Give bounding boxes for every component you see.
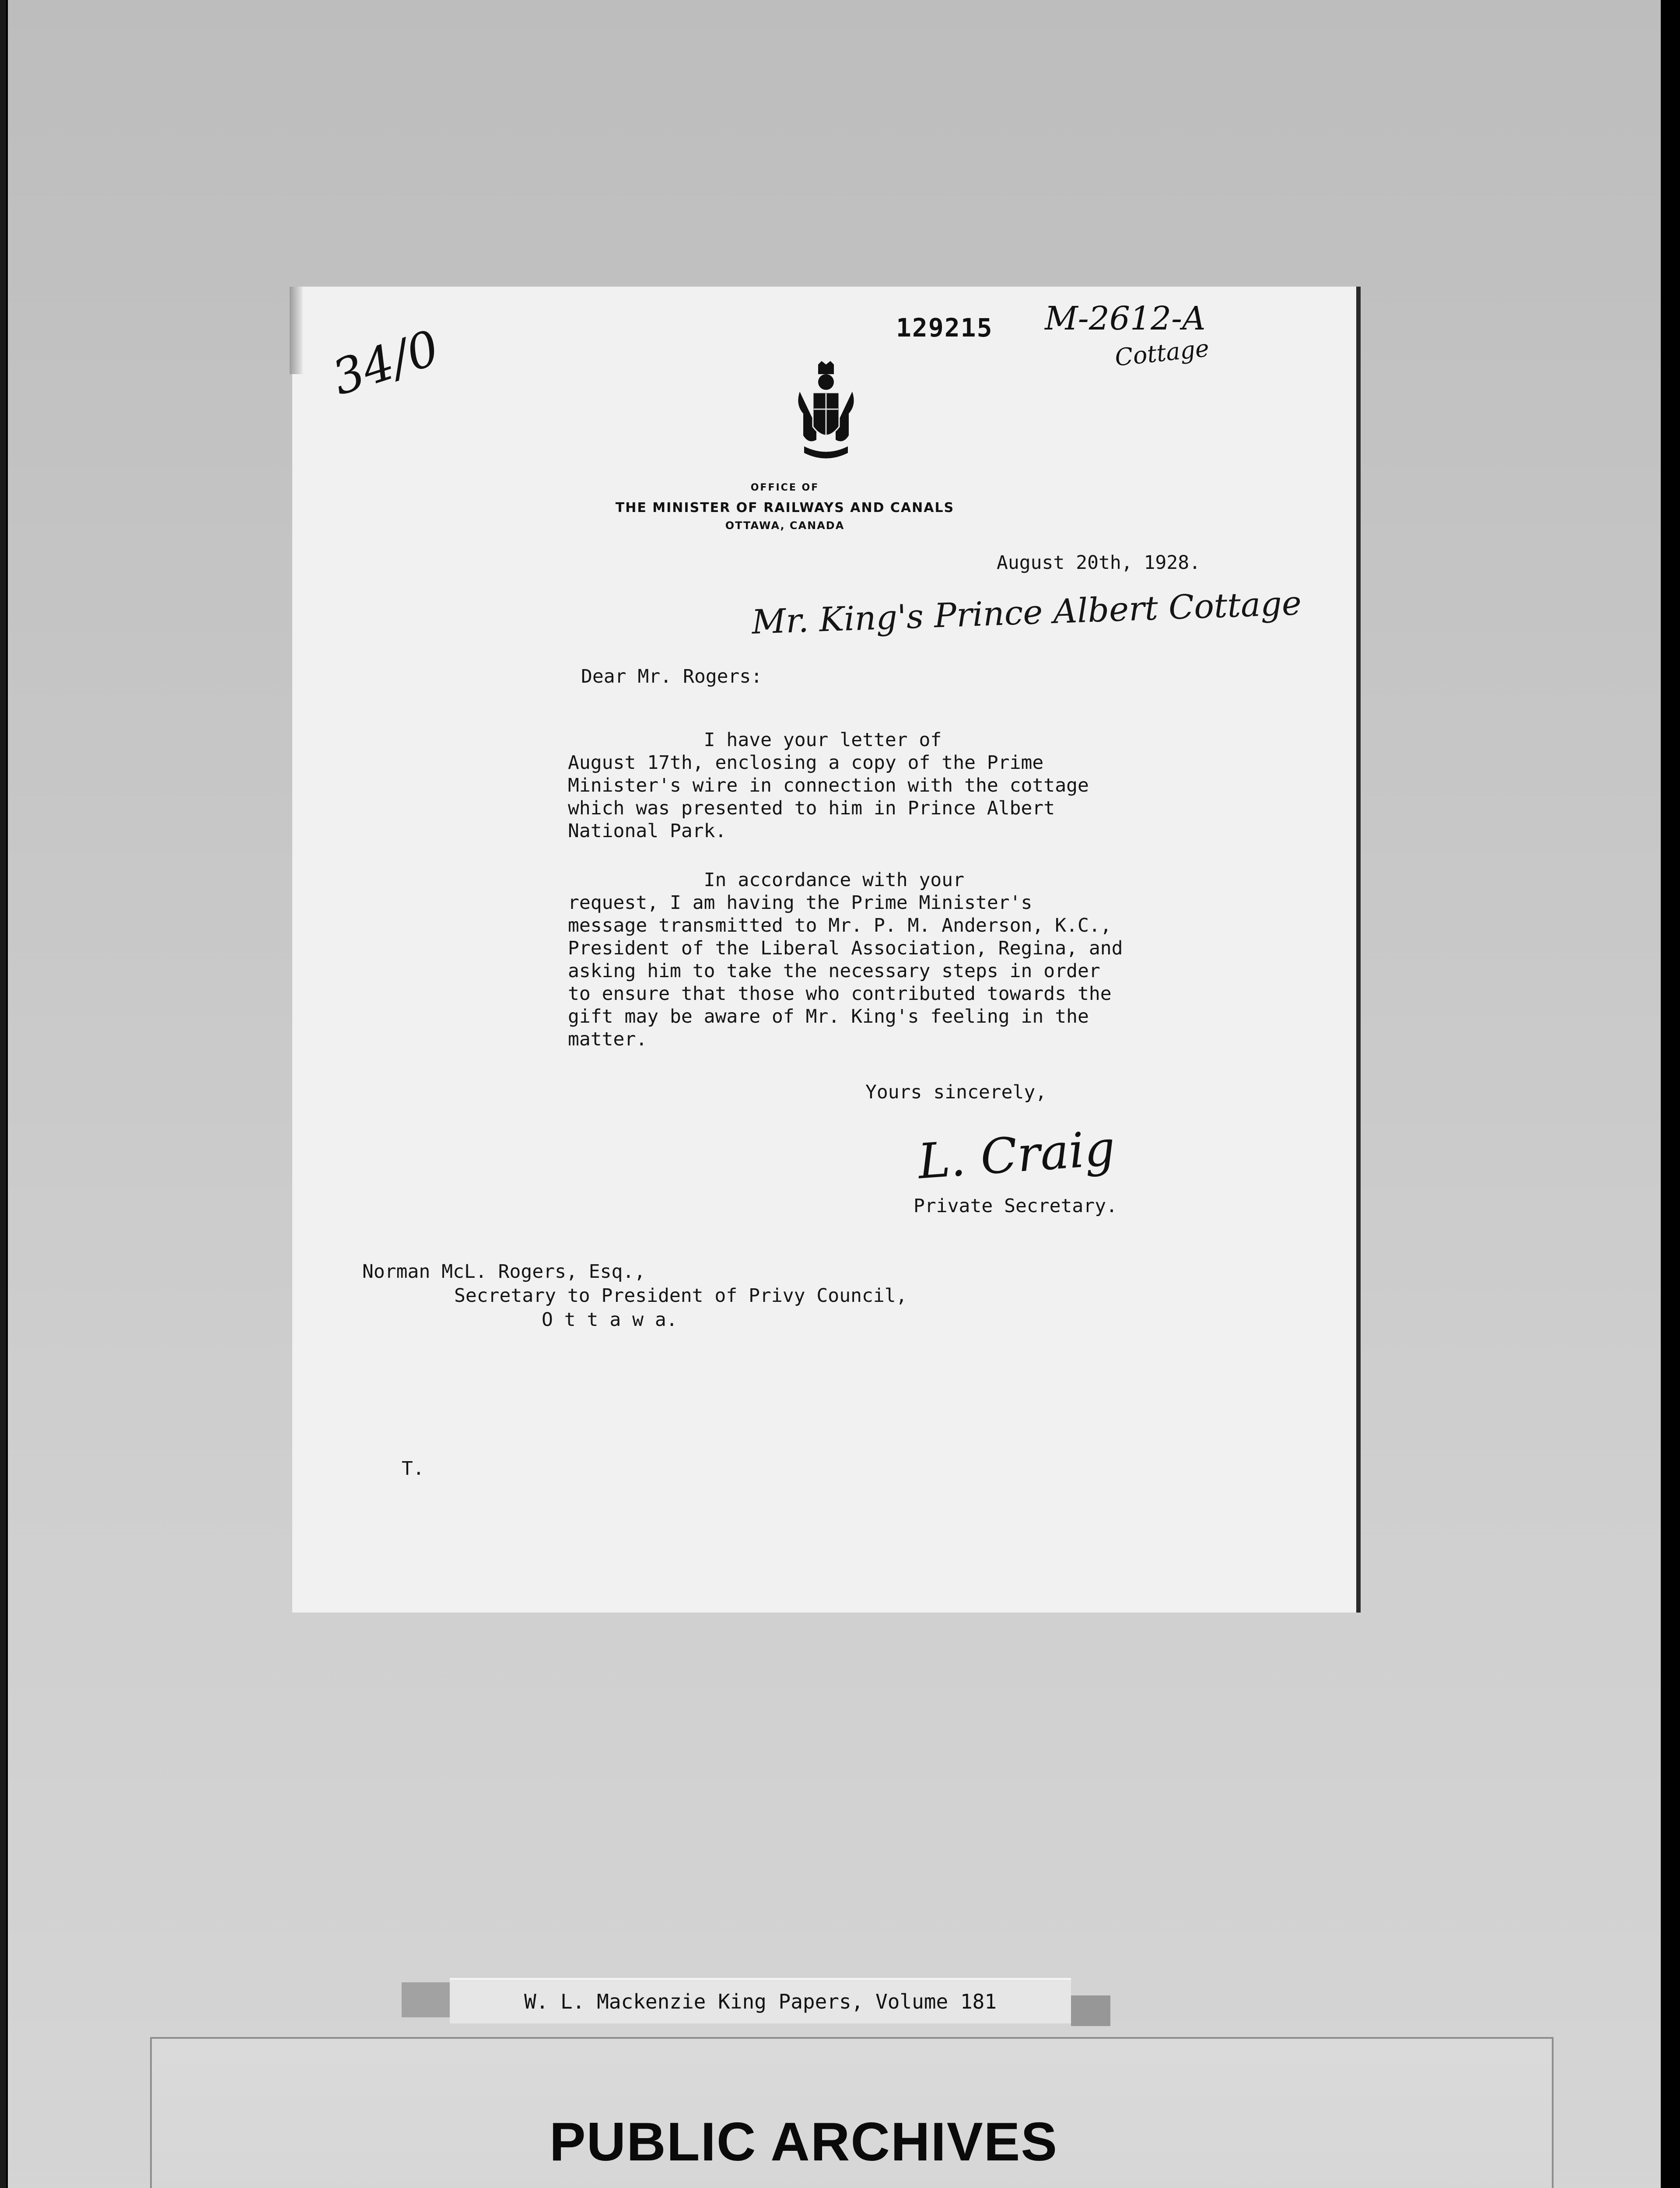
paragraph-line: to ensure that those who contributed towards the <box>568 983 1112 1005</box>
addressee-name: Norman McL. Rogers, Esq., <box>362 1261 646 1283</box>
letter-date: August 20th, 1928. <box>997 552 1200 574</box>
archive-card <box>150 2037 1554 2188</box>
paragraph-line: Minister's wire in connection with the cottage <box>568 775 1089 796</box>
document-number: 129215 <box>896 313 993 343</box>
paragraph-line: message transmitted to Mr. P. M. Anderson, K.C., <box>568 915 1112 936</box>
letterhead-minister: THE MINISTER OF RAILWAYS AND CANALS <box>615 500 955 515</box>
letter-page <box>292 287 1356 1613</box>
paragraph-line: which was presented to him in Prince Albert <box>568 797 1055 819</box>
reference-sub-handwritten: Cottage <box>1113 334 1211 372</box>
addressee-title: Secretary to President of Privy Council, <box>454 1285 907 1307</box>
paragraph-2 <box>568 869 1312 1051</box>
paragraph-line: matter. <box>568 1028 648 1050</box>
paragraph-line: In accordance with your <box>568 869 965 891</box>
paragraph-line: I have your letter of <box>568 729 942 751</box>
letterhead-city: OTTAWA, CANADA <box>725 519 845 532</box>
handwritten-subject-note: Mr. King's Prince Albert Cottage <box>751 583 1302 642</box>
handwritten-signature: L. Craig <box>916 1120 1117 1190</box>
coat-of-arms-icon <box>791 361 861 462</box>
file-mark-handwritten: 34/0 <box>326 319 446 407</box>
archive-mount <box>8 0 1661 2188</box>
paragraph-line: asking him to take the necessary steps in order <box>568 960 1100 982</box>
paragraph-line: President of the Liberal Association, Regina, and <box>568 937 1123 959</box>
paragraph-line: August 17th, enclosing a copy of the Prime <box>568 752 1044 774</box>
paragraph-1 <box>568 729 1312 842</box>
tape-piece <box>1071 1995 1110 2026</box>
typist-initial: T. <box>402 1458 424 1480</box>
page-curl <box>290 287 303 374</box>
paragraph-line: request, I am having the Prime Minister's <box>568 892 1032 914</box>
letterhead-office-of: OFFICE OF <box>750 482 819 493</box>
collection-label: W. L. Mackenzie King Papers, Volume 181 <box>450 1978 1071 2023</box>
paragraph-line: National Park. <box>568 820 727 842</box>
archive-card-line-1: PUBLIC ARCHIVES <box>549 2112 1058 2172</box>
paragraph-line: gift may be aware of Mr. King's feeling in the <box>568 1006 1089 1027</box>
film-edge <box>0 0 6 2188</box>
salutation: Dear Mr. Rogers: <box>581 666 763 687</box>
closing: Yours sincerely, <box>865 1081 1047 1103</box>
addressee-city: O t t a w a. <box>542 1309 678 1331</box>
reference-number-handwritten: M-2612-A <box>1045 300 1206 337</box>
signatory-title: Private Secretary. <box>914 1195 1117 1217</box>
